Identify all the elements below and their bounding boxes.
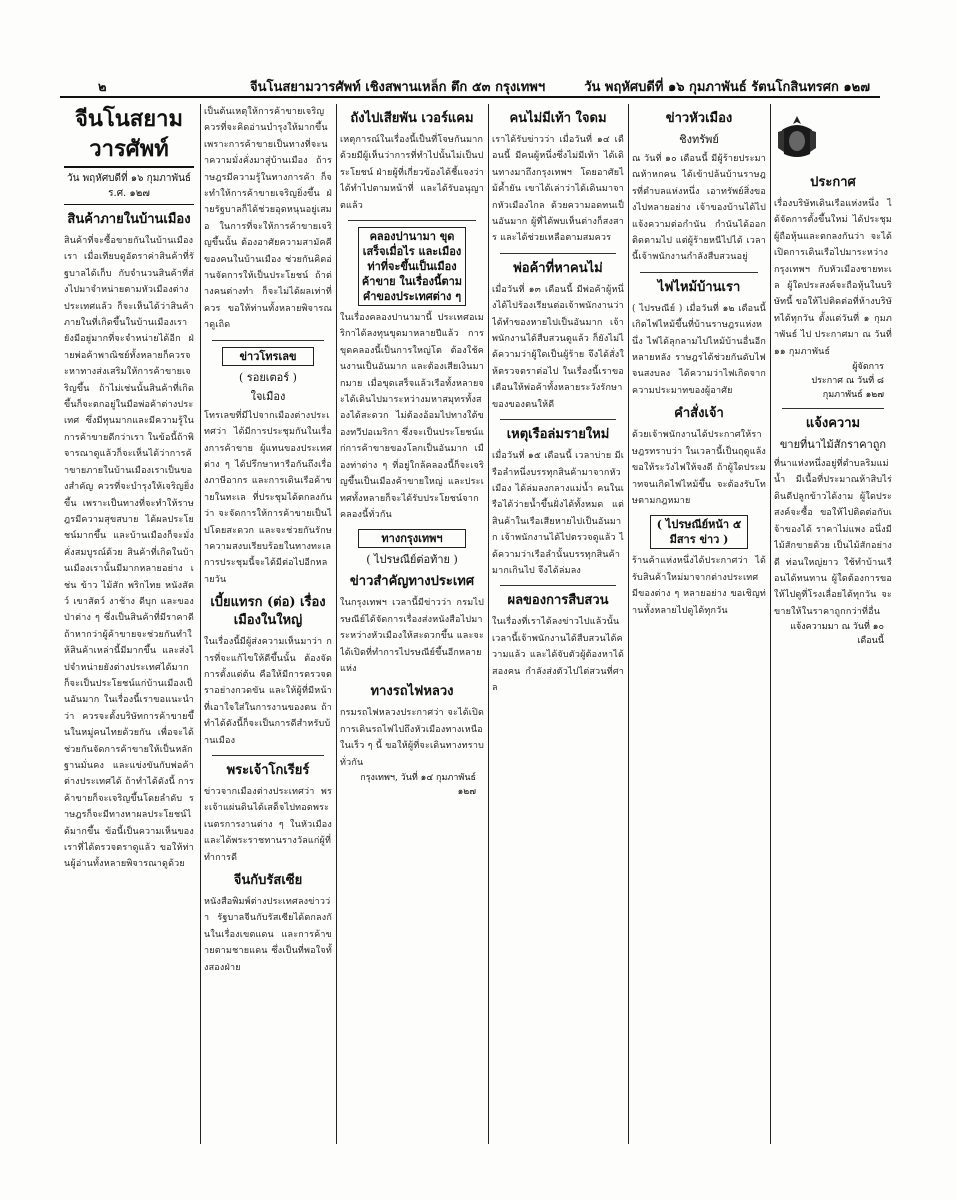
column-3 bbox=[340, 104, 484, 1144]
article-body: สินค้าที่จะซื้อขายกันในบ้านเมืองเรา เมื่อเทียบดูอัตราค่าสินค้าที่รัฐบาลได้เก็บ กับจำนวนสินค้าที่ส่งไปมาจำหน่ายตามหัวเมืองต่างประเทศแล้ว ก็จะเห็นได้ว่าสินค้าภายในที่เกิดขึ้นในบ้านเมืองเรา ยังมีอยู่มากที่จะจำหน่ายได้อีก ฝ่ายพ่อค้าพาณิชย์ทั้งหลายก็ควรจะหาทางส่งเสริมให้การค้าขายเจริญขึ้น ถ้าไม่เช่นนั้นสินค้าที่เกิดขึ้นก็จะตกอยู่ในมือพ่อค้าต่างประเทศ ซึ่งมีทุนมากและมีความรู้ในการค้าขายดีกว่าเรา ในข้อนี้ถ้าพิจารณาดูแล้วก็จะเห็นได้ว่าการค้าขายภายในบ้านเมืองเราเป็นของสำคัญ ควรที่จะบำรุงให้เจริญยิ่งขึ้น เพราะเป็นทางที่จะทำให้ราษฎรมีความสุขสบาย ได้ผลประโยชน์มากขึ้น และบ้านเมืองก็จะมั่งคั่งสมบูรณ์ด้วย สินค้าที่เกิดในบ้านเมืองเรานั้นมีมากหลายอย่าง เช่น ข้าว ไม้สัก พริกไทย หนังสัตว์ เขาสัตว์ งาช้าง ดีบุก และของป่าต่าง ๆ ซึ่งเป็นสินค้าที่มีราคาดี ถ้าหากว่าผู้ค้าขายจะช่วยกันทำให้สินค้าเหล่านี้มีมากขึ้น และส่งไปจำหน่ายยังต่างประเทศได้มาก ก็จะเป็นประโยชน์แก่บ้านเมืองเป็นอันมาก ในเรื่องนี้เราขอแนะนำว่า ควรจะตั้งบริษัทการค้าขายขึ้นในหมู่คนไทยด้วยกัน เพื่อจะได้ช่วยกันจัดการค้าขายให้เป็นหลักฐานมั่นคง และแข่งขันกับพ่อค้าต่างประเทศได้ ถ้าทำได้ดังนี้ การค้าขายก็จะเจริญขึ้นโดยลำดับ ราษฎรก็จะมีทางหาผลประโยชน์ได้มากขึ้น ข้อนี้เป็นความเห็นของเราที่ได้ตรวจตราดูแล้ว ขอให้ท่านผู้อ่านทั้งหลายพิจารณาดูด้วย bbox=[64, 236, 194, 870]
article-body: เป็นต้นเหตุให้การค้าขายเจริญ ควรที่จะคิดอ่านบำรุงให้มากขึ้น เพราะการค้าขายเป็นทางที่จะนำความมั่งคั่งมาสู่บ้านเมือง ถ้าราษฎรมีความรู้ในทางการค้า ก็จะทำให้การค้าขายเจริญยิ่งขึ้น ฝ่ายรัฐบาลก็ได้ช่วยอุดหนุนอยู่เสมอ ในการที่จะให้การค้าขายเจริญขึ้นนั้น ต้องอาศัยความสามัคคีของคนในบ้านเมือง ช่วยกันคิดอ่านจัดการให้เป็นประโยชน์ ถ้าต่างคนต่างทำ ก็จะไม่ได้ผลเท่าที่ควร ขอให้ท่านทั้งหลายพิจารณาดูเถิด bbox=[204, 107, 332, 331]
masthead: จีนโนสยามวารศัพท์ bbox=[64, 104, 194, 168]
column-rule bbox=[628, 104, 629, 1144]
divider bbox=[500, 253, 616, 254]
article-title: พ่อค้าที่หาคนไม่ bbox=[513, 260, 603, 276]
article-title: ทางกรุงเทพฯ bbox=[358, 529, 466, 548]
article-title: คำสั่งเจ้า bbox=[674, 406, 724, 422]
article-body: ร้านค้าแห่งหนึ่งได้ประกาศว่า ได้รับสินค้าใหม่มาจากต่างประเทศ มีของต่าง ๆ หลายอย่าง ขอเชิญท่านทั้งหลายไปดูได้ทุกวัน bbox=[632, 556, 766, 616]
article-title: คลองปานามา ขุดเสร็จเมื่อไร และเมืองท่าที่จะขึ้นเป็นเมืองค้าขาย ในเรื่องนี้ตามคำของประเทศต่าง ๆ bbox=[358, 227, 466, 306]
article-body: เมื่อวันที่ ๑๕ เดือนนี้ เวลาบ่าย มีเรือลำหนึ่งบรรทุกสินค้ามาจากหัวเมือง ได้ล่มลงกลางแม่น้ำ คนในเรือได้ว่ายน้ำขึ้นฝั่งได้ทั้งหมด แต่สินค้าในเรือเสียหายไปเป็นอันมาก เจ้าพนักงานได้ไปตรวจดูแล้ว ได้ความว่าเรือลำนั้นบรรทุกสินค้ามากเกินไป จึงได้ล่มลง bbox=[492, 451, 624, 576]
column-rule bbox=[770, 104, 771, 1144]
article-body: ที่นาแห่งหนึ่งอยู่ที่ตำบลริมแม่น้ำ มีเนื้อที่ประมาณห้าสิบไร่ ดินดีปลูกข้าวได้งาม ผู้ใดประสงค์จะซื้อ ขอให้ไปติดต่อกับเจ้าของได้ ราคาไม่แพง อนึ่งมีไม้สักขายด้วย เป็นไม้สักอย่างดี ท่อนใหญ่ยาว ใช้ทำบ้านเรือนได้ทนทาน ผู้ใดต้องการขอให้ไปดูที่โรงเลื่อยได้ทุกวัน จะขายให้ในราคาถูกกว่าที่อื่น bbox=[774, 459, 892, 617]
article-title: เบี้ยแทรก (ต่อ) เรื่องเมืองในใหญ่ bbox=[210, 595, 326, 629]
column-1 bbox=[64, 104, 194, 1144]
article-subtitle: ( ไปรษณีย์ต่อท้าย ) bbox=[366, 553, 458, 567]
divider bbox=[348, 220, 476, 221]
article-body: ณ วันที่ ๑๐ เดือนนี้ มีผู้ร้ายประมาณห้าหกคน ได้เข้าปล้นบ้านราษฎรที่ตำบลแห่งหนึ่ง เอาทรัพย์สิ่งของไปหลายอย่าง เจ้าของบ้านได้ไปแจ้งความต่อกำนัน กำนันได้ออกติดตามไป แต่ผู้ร้ายหนีไปได้ เวลานี้เจ้าพนักงานกำลังสืบสวนอยู่ bbox=[632, 154, 766, 263]
column-rule bbox=[336, 104, 337, 1144]
article-title: ประกาศ bbox=[810, 175, 856, 190]
page-number: ๒ bbox=[98, 80, 107, 95]
article-title: ไฟไหม้บ้านเรา bbox=[657, 279, 741, 295]
article-body: ในเรื่องที่เราได้ลงข่าวไปแล้วนั้น เวลานี้เจ้าพนักงานได้สืบสวนได้ความแล้ว และได้จับตัวผู้ต้องหาได้สองคน กำลังส่งตัวไปไต่สวนที่ศาล bbox=[492, 617, 624, 693]
article-title: จีนกับรัสเซีย bbox=[233, 873, 303, 889]
article-body: เราได้รับข่าวว่า เมื่อวันที่ ๑๔ เดือนนี้ มีคนผู้หนึ่งซึ่งไม่มีเท้า ได้เดินทางมาถึงกรุงเทพฯ โดยอาศัยไม้ค้ำยัน เขาได้เล่าว่าได้เดินมาจากหัวเมืองไกล ด้วยความอดทนเป็นอันมาก ผู้ที่ได้พบเห็นต่างก็สงสาร และได้ช่วยเหลือตามสมควร bbox=[492, 135, 624, 244]
divider bbox=[500, 419, 616, 420]
article-title: ถังไปเสียพัน เวอร์แคม bbox=[350, 111, 474, 126]
divider bbox=[212, 340, 324, 341]
article-title: ข่าวหัวเมือง bbox=[665, 111, 733, 126]
article-title: เหตุเรือล่มรายใหม่ bbox=[506, 427, 610, 443]
article-body: หนังสือพิมพ์ต่างประเทศลงข่าวว่า รัฐบาลจีนกับรัสเซียได้ตกลงกันในเรื่องเขตแดน และการค้าขายตามชายแดน ซึ่งเป็นที่พอใจทั้งสองฝ่าย bbox=[204, 897, 332, 973]
article-body: เหตุการณ์ในเรื่องนี้เป็นที่โจษกันมาก ด้วยมีผู้เห็นว่าการที่ทำไปนั้นไม่เป็นประโยชน์ ฝ่ายผู้ที่เกี่ยวข้องได้ชี้แจงว่า ได้ทำไปตามหน้าที่ และได้รับอนุญาตแล้ว bbox=[340, 135, 484, 211]
article-signature: แจ้งความมา ณ วันที่ ๑๐ เดือนนี้ bbox=[790, 622, 884, 647]
article-subtitle: ( รอยเตอร์ ) bbox=[239, 370, 297, 384]
article-signature: กรุงเทพฯ, วันที่ ๑๔ กุมภาพันธ์ ๑๒๗ bbox=[360, 772, 476, 797]
article-title: ( ไปรษณีย์หน้า ๕ มีสาร ข่าว ) bbox=[650, 515, 748, 549]
divider bbox=[212, 755, 324, 756]
article-body: กรมรถไฟหลวงประกาศว่า จะได้เปิดการเดินรถไฟไปถึงหัวเมืองทางเหนือในเร็ว ๆ นี้ ขอให้ผู้ที่จะเดินทางทราบทั่วกัน bbox=[340, 708, 484, 768]
article-signature: ผู้จัดการ bbox=[852, 362, 884, 373]
article-body: ด้วยเจ้าพนักงานได้ประกาศให้ราษฎรทราบว่า ในเวลานี้เป็นฤดูแล้ง ขอให้ระวังไฟให้จงดี ถ้าผู้ใดประมาทจนเกิดไฟไหม้ขึ้น จะต้องรับโทษตามกฎหมาย bbox=[632, 430, 766, 506]
column-4 bbox=[492, 104, 624, 1144]
article-body: เมื่อวันที่ ๑๓ เดือนนี้ มีพ่อค้าผู้หนึ่งได้ไปร้องเรียนต่อเจ้าพนักงานว่า ได้ทำของหายไปเป็นอันมาก เจ้าพนักงานได้สืบสวนดูแล้ว ก็ยังไม่ได้ความว่าผู้ใดเป็นผู้ร้าย จึงได้สั่งให้ตรวจตราต่อไป ในเรื่องนี้เราขอเตือนให้พ่อค้าทั้งหลายระวังรักษาของของตนให้ดี bbox=[492, 284, 624, 410]
divider bbox=[500, 585, 616, 586]
column-6 bbox=[774, 104, 892, 1144]
column-rule bbox=[488, 104, 489, 1144]
article-body: ในเรื่องคลองปานามานี้ ประเทศอเมริกาได้ลงทุนขุดมาหลายปีแล้ว การขุดคลองนี้เป็นการใหญ่โต ต้องใช้คนงานเป็นอันมาก และต้องเสียเงินมากมาย เมื่อขุดเสร็จแล้วเรือทั้งหลายจะได้เดินไปมาระหว่างมหาสมุทรทั้งสองได้สะดวก ไม่ต้องอ้อมไปทางใต้ของทวีปอเมริกา ซึ่งจะเป็นประโยชน์แก่การค้าขายของโลกเป็นอันมาก เมืองท่าต่าง ๆ ที่อยู่ใกล้คลองนี้ก็จะเจริญขึ้นเป็นเมืองค้าขายใหญ่ และประเทศทั้งหลายก็จะได้รับประโยชน์จากคลองนี้ทั่วกัน bbox=[340, 313, 484, 520]
page-header bbox=[60, 74, 880, 98]
divider bbox=[640, 272, 758, 273]
article-body: ในเรื่องนี้มีผู้ส่งความเห็นมาว่า การที่จะแก้ไขให้ดีขึ้นนั้น ต้องจัดการตั้งแต่ต้น คือให้มีการตรวจตราอย่างกวดขัน และให้ผู้ที่มีหน้าที่เอาใจใส่ในการงานของตน ถ้าทำได้ดังนี้ก็จะเป็นการดีสำหรับบ้านเมือง bbox=[204, 637, 332, 746]
article-title: สินค้าภายในบ้านเมือง bbox=[67, 212, 191, 227]
article-signature: ประกาศ ณ วันที่ ๘ กุมภาพันธ์ ๑๒๗ bbox=[811, 376, 884, 401]
article-subtitle: ขายที่นาไม้สักราคาถูก bbox=[779, 438, 887, 452]
royal-crest-emblem bbox=[774, 114, 820, 160]
column-5 bbox=[632, 104, 766, 1144]
header-date: วัน พฤหัศบดีที่ ๑๖ กุมภาพันธ์ รัตนโกสินทรศก ๑๒๗ bbox=[584, 80, 870, 95]
article-body: ในกรุงเทพฯ เวลานี้มีข่าวว่า กรมไปรษณีย์ได้จัดการเรื่องส่งหนังสือไปมาระหว่างหัวเมืองให้สะดวกขึ้น และจะได้เปิดที่ทำการไปรษณีย์ขึ้นอีกหลายแห่ง bbox=[340, 598, 484, 674]
divider bbox=[782, 408, 884, 409]
article-title: พระเจ้าโกเรียร์ bbox=[226, 763, 310, 778]
article-title: คนไม่มีเท้า ใจดม bbox=[509, 111, 607, 126]
article-title: แจ้งความ bbox=[805, 416, 861, 432]
article-body: ( ไปรษณีย์ ) เมื่อวันที่ ๑๒ เดือนนี้ เกิดไฟไหม้ขึ้นที่บ้านราษฎรแห่งหนึ่ง ไฟได้ลุกลามไปไหม้บ้านอื่นอีกหลายหลัง ราษฎรได้ช่วยกันดับไฟจนสงบลง ได้ความว่าไฟเกิดจากความประมาทของผู้อาศัย bbox=[632, 303, 766, 396]
article-subtitle: ใจเมือง bbox=[250, 389, 286, 403]
article-title: ผลของการสืบสวน bbox=[507, 593, 609, 609]
header-publication: จีนโนสยามวารศัพท์ เชิงสพานเหล็ก ตึก ๕๓ กรุงเทพฯ bbox=[250, 80, 546, 95]
issue-dateline: วัน พฤหัศบดีที่ ๑๖ กุมภาพันธ์ ร.ศ. ๑๒๗ bbox=[64, 168, 194, 205]
article-title: ทางรถไฟหลวง bbox=[370, 684, 454, 700]
column-rule bbox=[200, 104, 201, 1144]
article-body: โทรเลขที่มีไปจากเมืองต่างประเทศว่า ได้มีการประชุมกันในเรื่องการค้าขาย ผู้แทนของประเทศต่าง ๆ ได้ปรึกษาหารือกันถึงเรื่องภาษีอากร และการเดินเรือค้าขายในทะเล ที่ประชุมได้ตกลงกันว่า จะจัดการให้การค้าขายเป็นไปโดยสะดวก และจะช่วยกันรักษาความสงบเรียบร้อยในทางทะเล การประชุมนี้จะได้มีต่อไปอีกหลายวัน bbox=[204, 410, 332, 585]
article-title: ข่าวโทรเลข bbox=[222, 347, 314, 366]
column-2 bbox=[204, 104, 332, 1144]
article-title: ข่าวสำคัญทางประเทศ bbox=[349, 574, 475, 590]
article-subtitle: ชิงทรัพย์ bbox=[679, 133, 719, 146]
article-body: ข่าวจากเมืองต่างประเทศว่า พระเจ้าแผ่นดินได้เสด็จไปทอดพระเนตรการงานต่าง ๆ ในหัวเมือง และได้พระราชทานรางวัลแก่ผู้ที่ทำการดี bbox=[204, 787, 332, 863]
article-body: เรื่องบริษัทเดินเรือแห่งหนึ่ง ได้จัดการตั้งขึ้นใหม่ ได้ประชุมผู้ถือหุ้นและตกลงกันว่า จะได้เปิดการเดินเรือไปมาระหว่างกรุงเทพฯ กับหัวเมืองชายทะเล ผู้ใดประสงค์จะถือหุ้นในบริษัทนี้ ขอให้ไปติดต่อที่ห้างบริษัทได้ทุกวัน ตั้งแต่วันที่ ๑ กุมภาพันธ์ ไป ประกาศมา ณ วันที่ ๑๑ กุมภาพันธ์ bbox=[774, 199, 892, 357]
